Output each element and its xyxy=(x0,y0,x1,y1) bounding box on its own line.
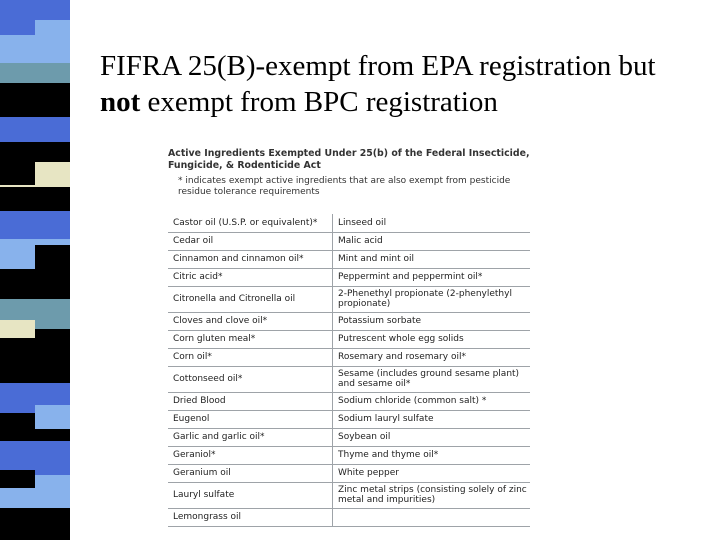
stripe-block xyxy=(0,269,70,299)
table-cell: 2-Phenethyl propionate (2-phenylethyl propionate) xyxy=(333,286,531,312)
stripe-block xyxy=(35,20,70,38)
table-row xyxy=(168,250,530,268)
stripe-block xyxy=(0,35,70,63)
table-cell: Putrescent whole egg solids xyxy=(333,330,531,348)
table-cell: Sodium lauryl sulfate xyxy=(333,410,531,428)
table-row xyxy=(168,348,530,366)
table-row xyxy=(168,392,530,410)
table-row xyxy=(168,286,530,312)
table-row xyxy=(168,312,530,330)
table-row xyxy=(168,464,530,482)
table-cell: Malic acid xyxy=(333,232,531,250)
table-cell: Lemongrass oil xyxy=(168,508,333,526)
table-cell: Thyme and thyme oil* xyxy=(333,446,531,464)
table-row xyxy=(168,268,530,286)
table-cell: Rosemary and rosemary oil* xyxy=(333,348,531,366)
table-row xyxy=(168,508,530,526)
table-cell: Corn gluten meal* xyxy=(168,330,333,348)
stripe-block xyxy=(0,155,35,185)
stripe-block xyxy=(0,357,70,383)
table-row xyxy=(168,482,530,508)
stripe-block xyxy=(0,470,35,488)
table-cell: Sodium chloride (common salt) * xyxy=(333,392,531,410)
table-cell: Lauryl sulfate xyxy=(168,482,333,508)
table-cell xyxy=(333,508,531,526)
table-cell: Garlic and garlic oil* xyxy=(168,428,333,446)
table-cell: Potassium sorbate xyxy=(333,312,531,330)
stripe-block xyxy=(0,83,70,117)
table-row xyxy=(168,428,530,446)
table-cell: White pepper xyxy=(333,464,531,482)
table-cell: Soybean oil xyxy=(333,428,531,446)
decorative-stripe xyxy=(0,0,70,540)
stripe-block xyxy=(35,405,70,429)
document-note: * indicates exempt active ingredients that are also exempt from pesticide residue tolerance requirements xyxy=(178,176,511,197)
document-excerpt xyxy=(168,148,538,522)
table-cell: Citronella and Citronella oil xyxy=(168,286,333,312)
table-row xyxy=(168,446,530,464)
stripe-block xyxy=(0,320,35,338)
stripe-block xyxy=(35,245,70,271)
table-cell: Peppermint and peppermint oil* xyxy=(333,268,531,286)
ingredients-table xyxy=(168,214,530,527)
table-row xyxy=(168,232,530,250)
table-cell: Eugenol xyxy=(168,410,333,428)
table-cell: Cedar oil xyxy=(168,232,333,250)
slide-title: FIFRA 25(B)-exempt from EPA registration but not exempt from BPC registration xyxy=(100,50,656,118)
title-emphasis: not xyxy=(100,86,141,118)
stripe-block xyxy=(0,508,70,540)
table-row xyxy=(168,366,530,392)
stripe-block xyxy=(0,211,70,239)
table-cell: Geranium oil xyxy=(168,464,333,482)
table-cell: Mint and mint oil xyxy=(333,250,531,268)
table-cell: Cinnamon and cinnamon oil* xyxy=(168,250,333,268)
stripe-block xyxy=(0,63,70,83)
table-cell: Sesame (includes ground sesame plant) and sesame oil* xyxy=(333,366,531,392)
document-heading: Active Ingredients Exempted Under 25(b) of the Federal Insecticide, Fungicide, & Rodenticide Act xyxy=(168,148,530,171)
table-cell: Corn oil* xyxy=(168,348,333,366)
table-cell: Zinc metal strips (consisting solely of zinc metal and impurities) xyxy=(333,482,531,508)
table-cell: Dried Blood xyxy=(168,392,333,410)
table-row xyxy=(168,410,530,428)
table-cell: Cloves and clove oil* xyxy=(168,312,333,330)
table-cell: Castor oil (U.S.P. or equivalent)* xyxy=(168,214,333,232)
table-cell: Linseed oil xyxy=(333,214,531,232)
table-cell: Citric acid* xyxy=(168,268,333,286)
stripe-block xyxy=(0,117,70,142)
table-cell: Cottonseed oil* xyxy=(168,366,333,392)
table-row xyxy=(168,330,530,348)
table-cell: Geraniol* xyxy=(168,446,333,464)
table-row xyxy=(168,214,530,232)
stripe-block xyxy=(0,187,70,211)
